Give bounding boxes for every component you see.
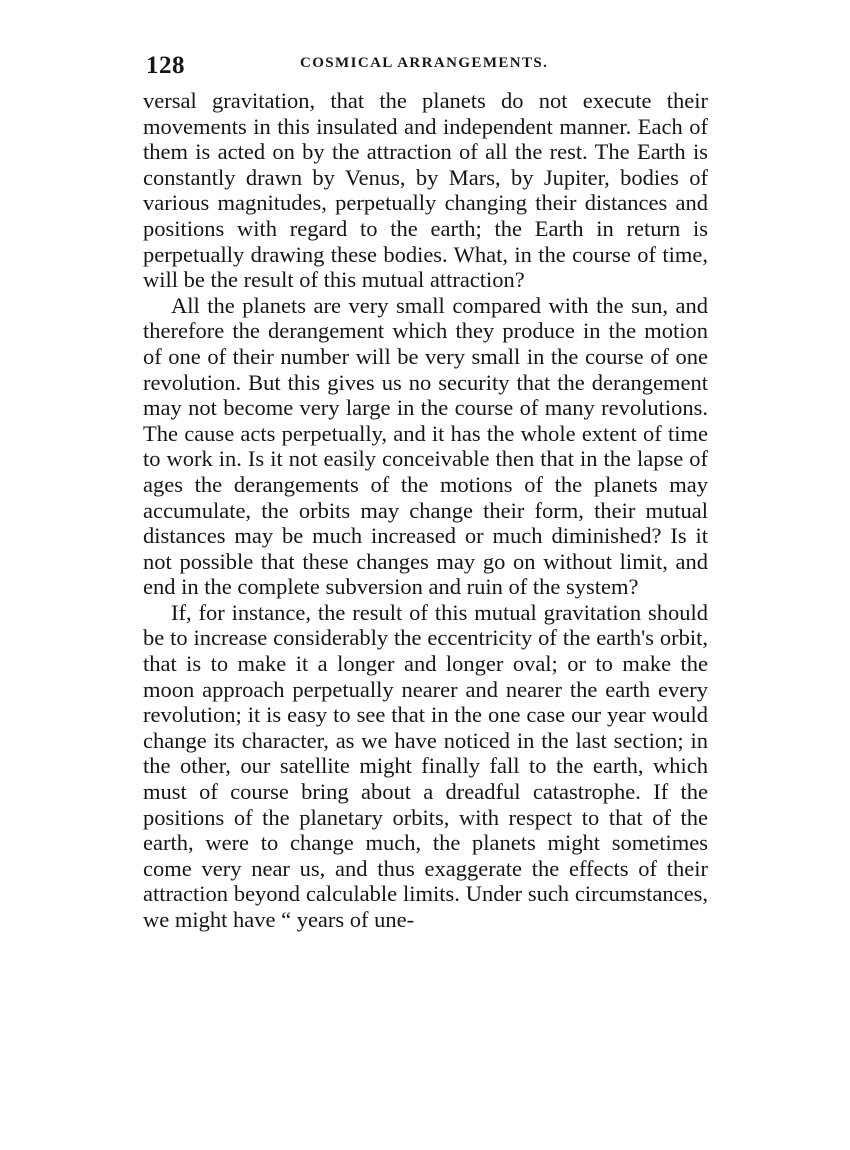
paragraph-eccentricity: If, for instance, the result of this mutual gravitation should be to increase considerably the eccentricity of the earth's orbit, that is to make it a longer and longer oval; or to make the moon approach perpetually nearer and nearer the earth every revolution; it is easy to see that in the one case our year would change its character, as we have noticed in the last section; in the other, our satellite might finally fall to the earth, which must of course bring about a dreadful catastrophe. If the positions of the planetary orbits, with respect to that of the earth, were to change much, the planets might sometimes come very near us, and thus exaggerate the effects of their attraction beyond calculable limits. Under such circumstances, we might have “ years of une- [143,599,708,932]
page-number: 128 [146,52,185,79]
running-head [146,52,706,82]
running-title: COSMICAL ARRANGEMENTS. [300,55,549,71]
body-text [143,88,708,933]
paragraph-continued: versal gravitation, that the planets do not execute their movements in this insulated and independent manner. Each of them is acted on by the attraction of all the rest. The Earth is constantly drawn by Venus, by Mars, by Jupiter, bodies of various magnitudes, perpetually changing their distances and positions with regard to the earth; the Earth in return is perpetually drawing these bodies. What, in the course of time, will be the result of this mutual attraction? [143,88,708,293]
paragraph-planets-derangement: All the planets are very small compared with the sun, and therefore the derangement which they produce in the motion of one of their number will be very small in the course of one revolution. But this gives us no security that the derangement may not become very large in the course of many revolutions. The cause acts perpetually, and it has the whole extent of time to work in. Is it not easily conceivable then that in the lapse of ages the derangements of the motions of the planets may accumulate, the orbits may change their form, their mutual distances may be much increased or much diminished? Is it not possible that these changes may go on without limit, and end in the complete subversion and ruin of the system? [143,292,708,600]
